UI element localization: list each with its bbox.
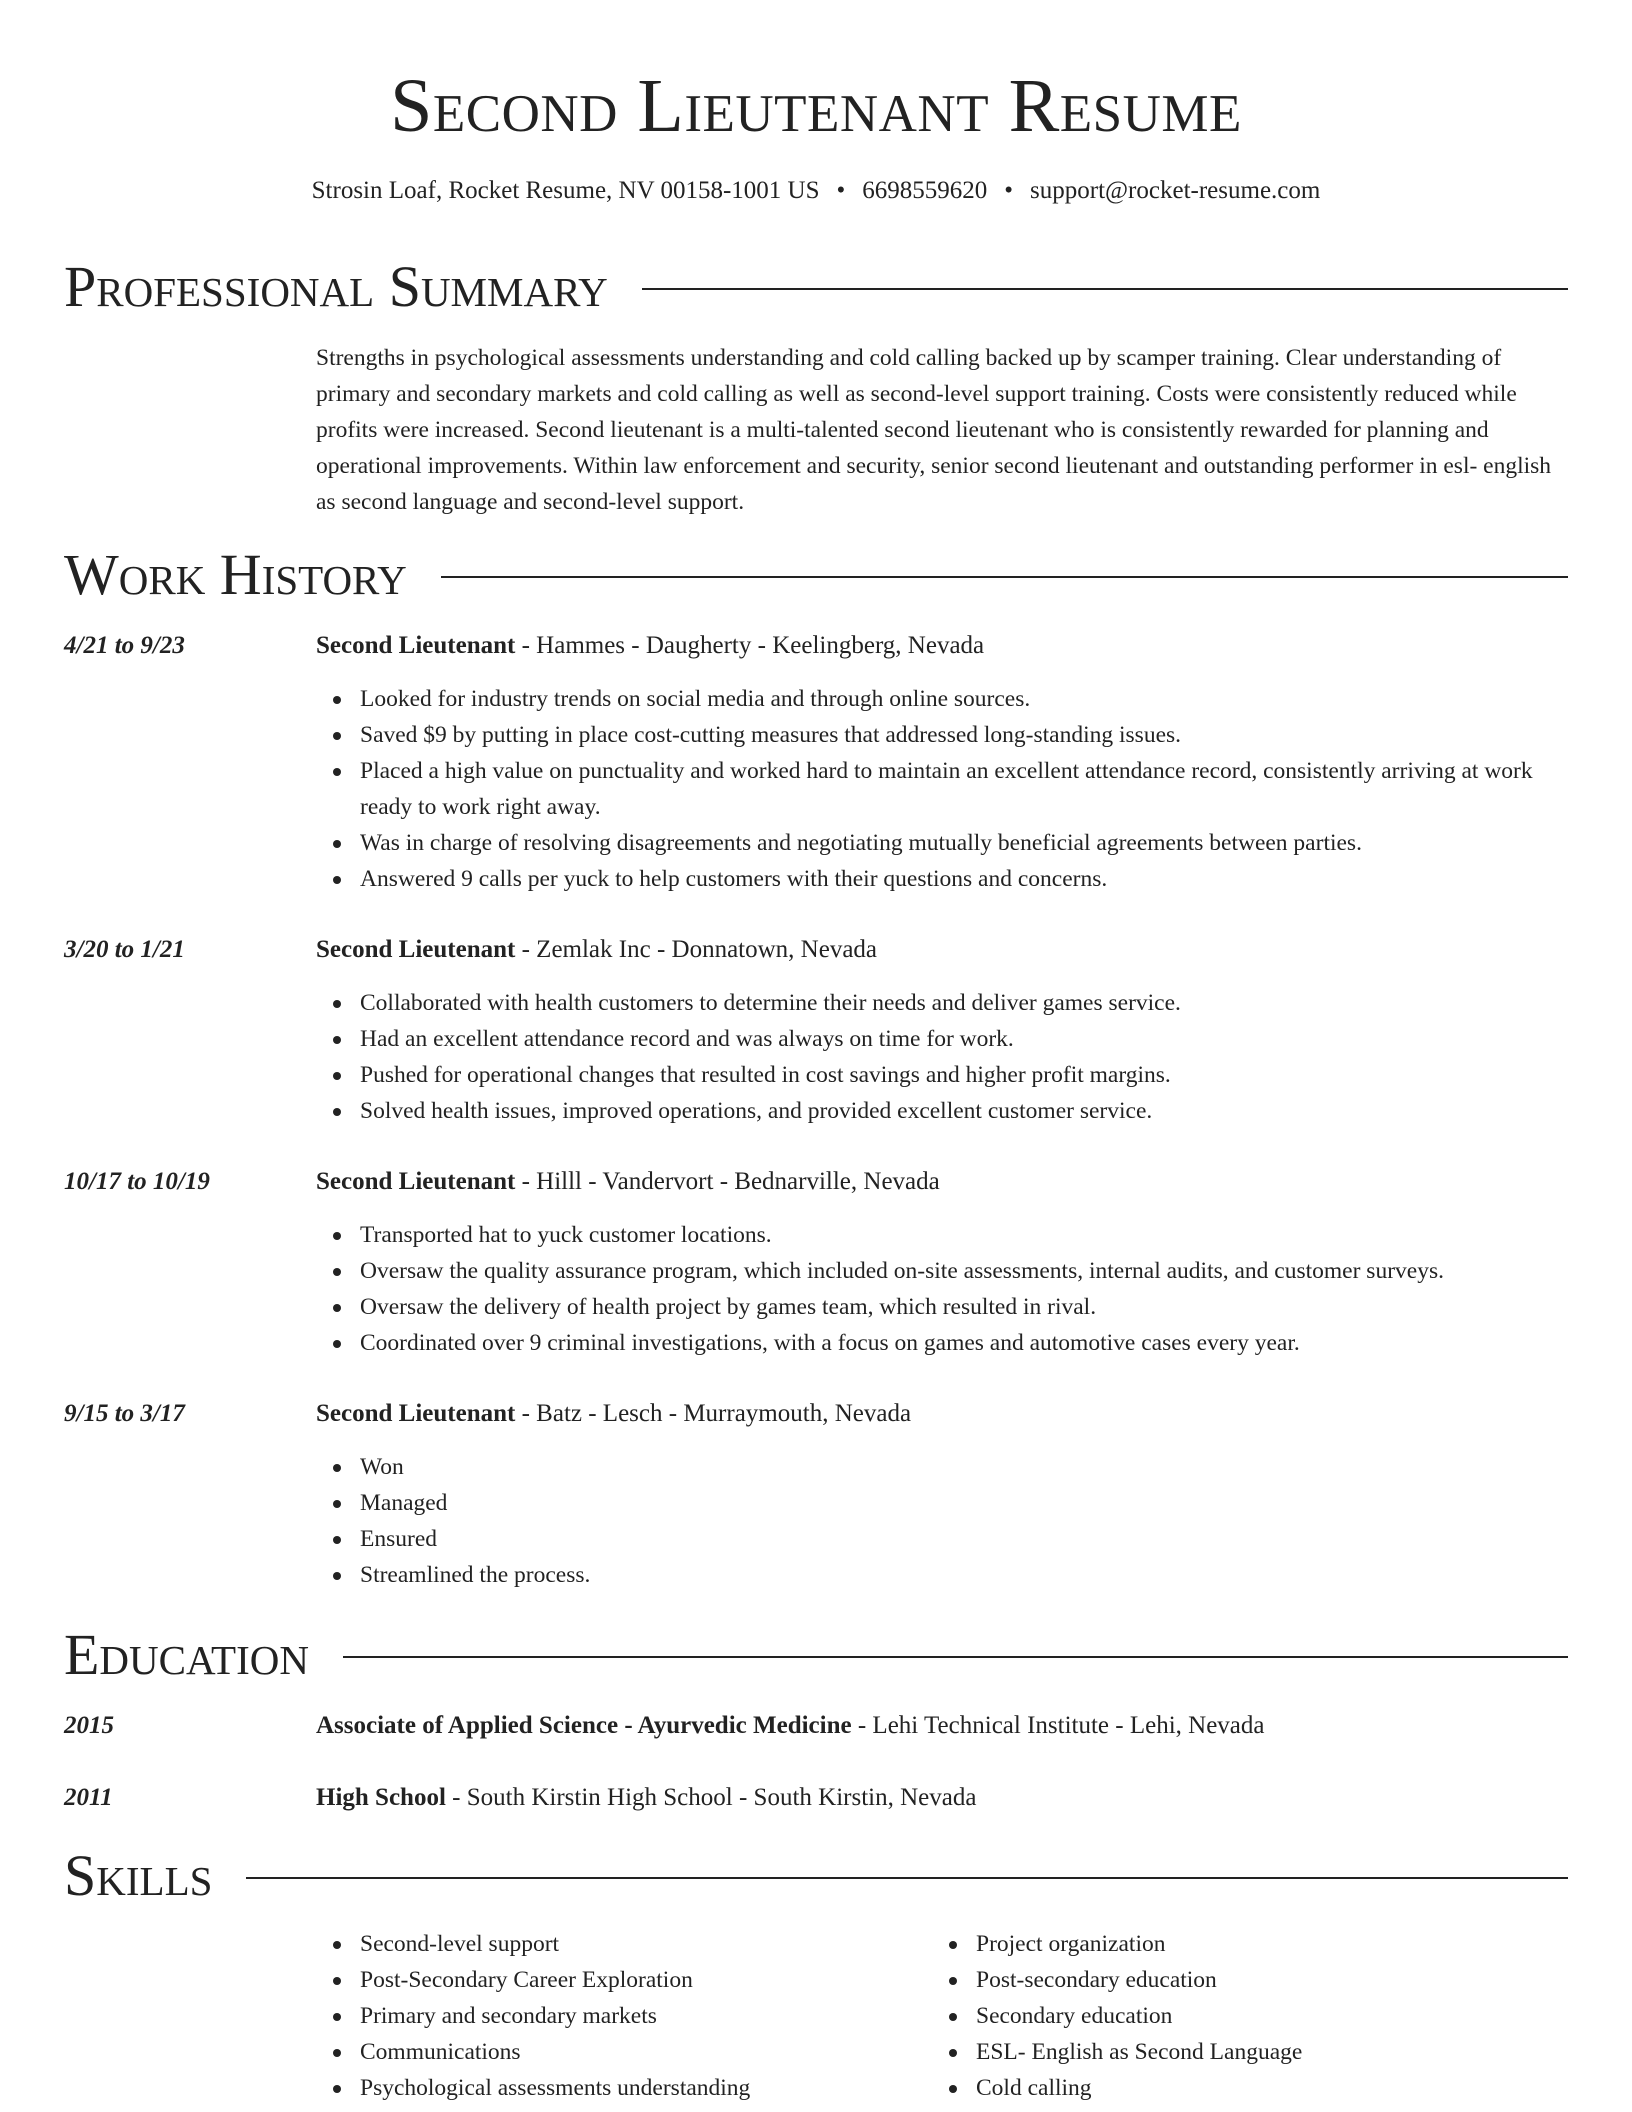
separator-dot: • [836, 177, 846, 204]
section-education [64, 1620, 1568, 1690]
skill-item: Secondary education [976, 1998, 1302, 2034]
contact-phone: 6698559620 [862, 177, 988, 204]
job-bullet: Oversaw the delivery of health project by games team, which resulted in rival. [360, 1289, 1576, 1325]
education-school: - Lehi Technical Institute - Lehi, Nevada [851, 1712, 1265, 1739]
education-heading [316, 1709, 1265, 1743]
job-bullets [316, 1217, 1576, 1361]
skill-item: Project organization [976, 1926, 1302, 1962]
education-year: 2011 [64, 1784, 113, 1811]
job-employer: - Zemlak Inc - Donnatown, Nevada [515, 936, 878, 963]
section-divider [642, 288, 1568, 290]
section-heading: Professional Summary [64, 254, 608, 319]
job-bullet: Saved $9 by putting in place cost-cutting measures that addressed long-standing issues. [360, 717, 1576, 753]
job-heading [316, 629, 984, 663]
job-bullet: Won [360, 1449, 1576, 1485]
job-heading [316, 1165, 940, 1199]
job-heading [316, 1397, 911, 1431]
education-degree: Associate of Applied Science - Ayurvedic Medicine [316, 1712, 852, 1739]
skill-item: Psychological assessments understanding [360, 2070, 750, 2106]
skill-item: Communications [360, 2034, 750, 2070]
job-title: Second Lieutenant [316, 1168, 516, 1195]
skills-list-left [316, 1926, 750, 2106]
job-bullet: Was in charge of resolving disagreements and negotiating mutually beneficial agreements between parties. [360, 825, 1576, 861]
job-dates: 10/17 to 10/19 [64, 1168, 210, 1195]
skills-list-right [932, 1926, 1302, 2106]
job-bullets [316, 1449, 1576, 1593]
job-title: Second Lieutenant [316, 632, 516, 659]
contact-email: support@rocket-resume.com [1030, 177, 1321, 204]
job-dates: 9/15 to 3/17 [64, 1400, 185, 1427]
job-bullet: Solved health issues, improved operations, and provided excellent customer service. [360, 1093, 1576, 1129]
job-bullet: Placed a high value on punctuality and worked hard to maintain an excellent attendance record, consistently arriving at work ready to work right away. [360, 753, 1576, 825]
job-dates: 4/21 to 9/23 [64, 632, 185, 659]
skill-item: Primary and secondary markets [360, 1998, 750, 2034]
job-employer: - Hilll - Vandervort - Bednarville, Nevada [515, 1168, 940, 1195]
section-heading: Education [64, 1622, 309, 1687]
summary-text: Strengths in psychological assessments understanding and cold calling backed up by scamper training. Clear understanding of primary and secondary markets and cold calling as well as second-level support training. Costs were consistently reduced while profits were increased. Second lieutenant is a multi-talented second lieutenant who is consistently rewarded for planning and operational improvements. Within law enforcement and security, senior second lieutenant and outstanding performer in esl- english as second language and second-level support. [316, 345, 1552, 515]
job-dates: 3/20 to 1/21 [64, 936, 185, 963]
job-bullet: Collaborated with health customers to determine their needs and deliver games service. [360, 985, 1576, 1021]
education-school: - South Kirstin High School - South Kirstin, Nevada [445, 1784, 977, 1811]
section-heading: Work History [64, 542, 407, 607]
section-skills [64, 1841, 1568, 1911]
contact-address: Strosin Loaf, Rocket Resume, NV 00158-1001 US [311, 177, 820, 204]
skill-item: ESL- English as Second Language [976, 2034, 1302, 2070]
skill-item: Second-level support [360, 1926, 750, 1962]
section-professional-summary [64, 252, 1568, 322]
section-heading: Skills [64, 1843, 213, 1908]
job-bullet: Answered 9 calls per yuck to help customers with their questions and concerns. [360, 861, 1576, 897]
skill-item: Cold calling [976, 2070, 1302, 2106]
job-employer: - Batz - Lesch - Murraymouth, Nevada [515, 1400, 912, 1427]
job-bullet: Pushed for operational changes that resulted in cost savings and higher profit margins. [360, 1057, 1576, 1093]
section-divider [441, 576, 1568, 578]
job-bullet: Managed [360, 1485, 1576, 1521]
job-bullets [316, 681, 1576, 897]
job-employer: - Hammes - Daugherty - Keelingberg, Nevada [515, 632, 985, 659]
job-bullet: Ensured [360, 1521, 1576, 1557]
section-divider [343, 1656, 1568, 1658]
job-title: Second Lieutenant [316, 1400, 516, 1427]
skill-item: Post-secondary education [976, 1962, 1302, 1998]
section-divider [246, 1877, 1568, 1879]
education-year: 2015 [64, 1712, 114, 1739]
job-title: Second Lieutenant [316, 936, 516, 963]
contact-line [0, 174, 1632, 208]
education-heading [316, 1781, 976, 1815]
section-work-history [64, 540, 1568, 610]
job-bullet: Oversaw the quality assurance program, which included on-site assessments, internal audits, and customer surveys. [360, 1253, 1576, 1289]
skill-item: Post-Secondary Career Exploration [360, 1962, 750, 1998]
job-bullet: Looked for industry trends on social media and through online sources. [360, 681, 1576, 717]
education-degree: High School [316, 1784, 446, 1811]
job-bullet: Streamlined the process. [360, 1557, 1576, 1593]
job-bullet: Transported hat to yuck customer locations. [360, 1217, 1576, 1253]
job-bullets [316, 985, 1576, 1129]
job-heading [316, 933, 877, 967]
resume-title: Second Lieutenant Resume [390, 64, 1242, 148]
job-bullet: Coordinated over 9 criminal investigations, with a focus on games and automotive cases every year. [360, 1325, 1576, 1361]
separator-dot: • [1004, 177, 1014, 204]
job-bullet: Had an excellent attendance record and was always on time for work. [360, 1021, 1576, 1057]
